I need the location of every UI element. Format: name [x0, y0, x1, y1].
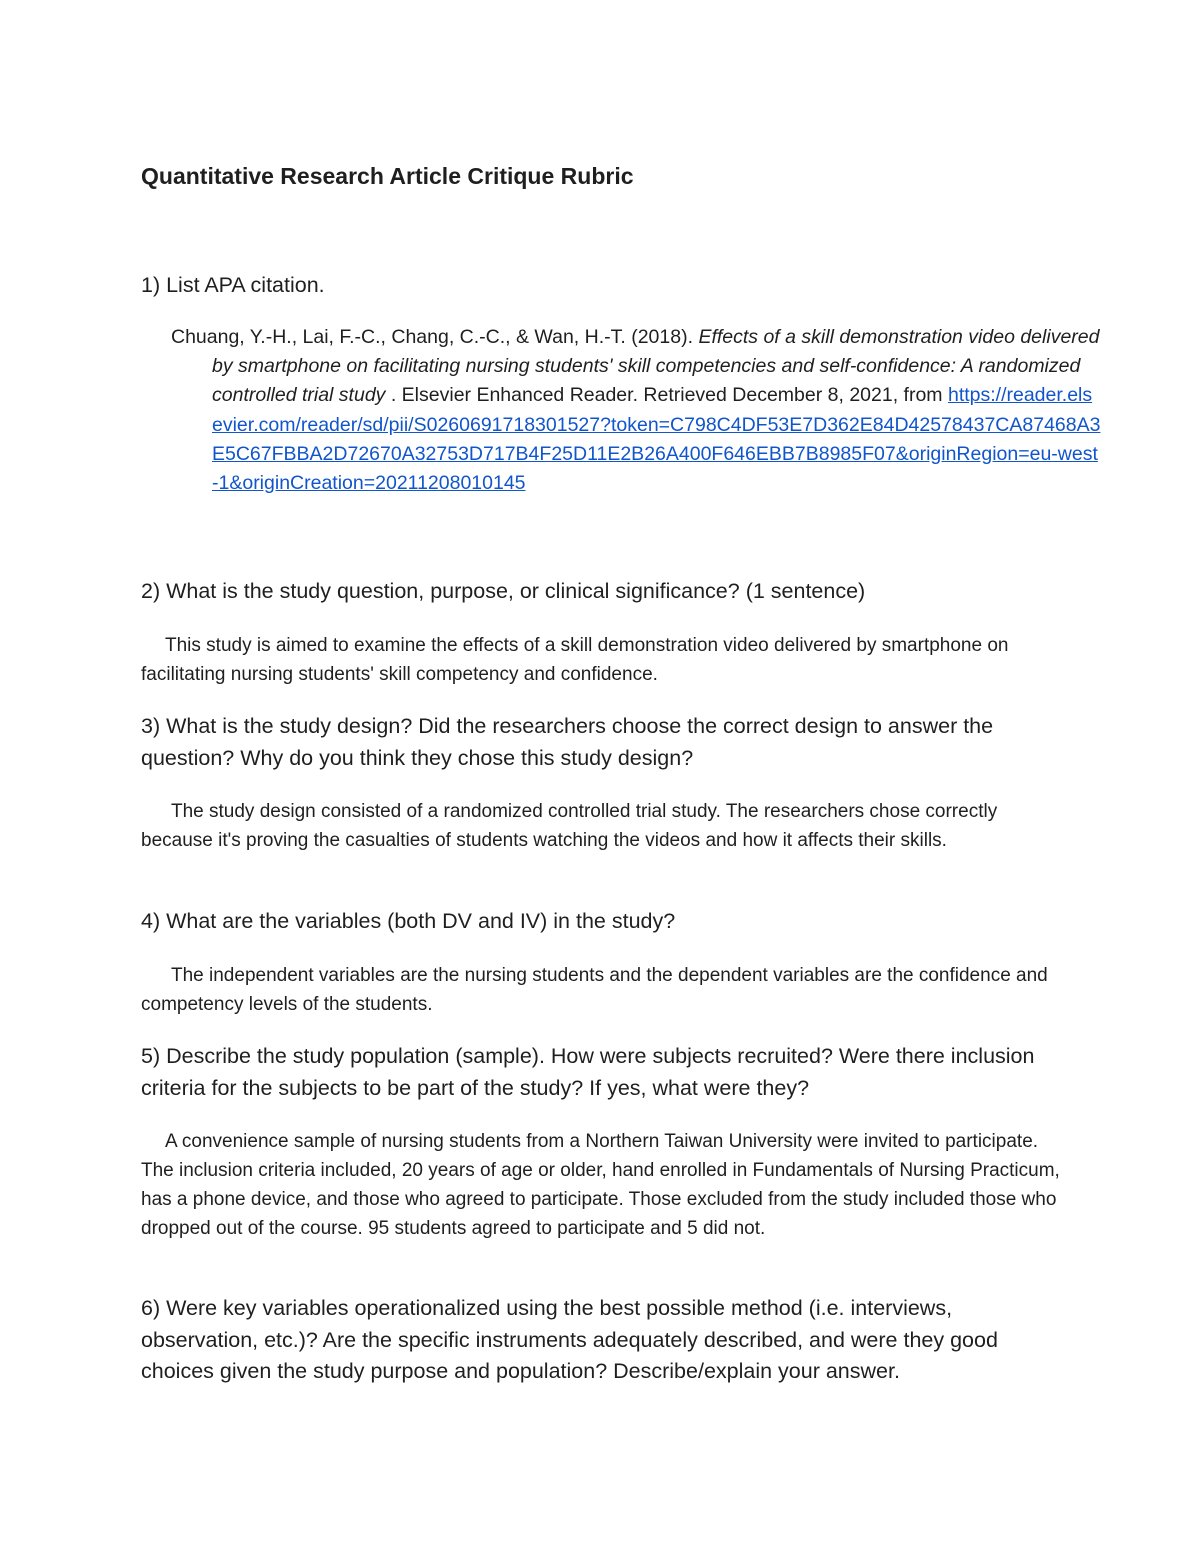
question-2: 2) What is the study question, purpose, or clinical significance? (1 sentence)	[141, 579, 866, 603]
question-4: 4) What are the variables (both DV and IV) in the study?	[141, 909, 676, 933]
apa-citation	[171, 323, 1102, 498]
citation-article-title: Effects of a skill demonstration video delivered by smartphone on facilitating nursing students' skill competencies and self-confidence: A randomized controlled trial study	[212, 326, 1100, 407]
question-3: 3) What is the study design? Did the researchers choose the correct design to answer the question? Why do you think they chose this study design?	[141, 714, 994, 770]
answer-5: A convenience sample of nursing students from a Northern Taiwan University were invited to participate. The inclusion criteria included, 20 years of age or older, hand enrolled in Fundamentals of Nursing Practicum, has a phone device, and those who agreed to participate. Those excluded from the study included those who dropped out of the course. 95 students agreed to participate and 5 did not.	[141, 1131, 1060, 1239]
question-6: 6) Were key variables operationalized using the best possible method (i.e. interviews, observation, etc.)? Are the specific instruments adequately described, and were they good choices given the study purpose and population? Describe/explain your answer.	[141, 1296, 998, 1383]
question-5: 5) Describe the study population (sample). How were subjects recruited? Were there inclusion criteria for the subjects to be part of the study? If yes, what were they?	[141, 1044, 1035, 1100]
citation-source: . Elsevier Enhanced Reader. Retrieved December 8, 2021, from	[385, 384, 948, 407]
answer-4: The independent variables are the nursing students and the dependent variables are the confidence and competency levels of the students.	[141, 965, 1048, 1015]
answer-3: The study design consisted of a randomized controlled trial study. The researchers chose correctly because it's proving the casualties of students watching the videos and how it affects their skills.	[141, 801, 998, 851]
citation-authors: Chuang, Y.-H., Lai, F.-C., Chang, C.-C., & Wan, H.-T. (2018).	[171, 326, 699, 348]
question-1: 1) List APA citation.	[141, 273, 325, 297]
citation-url-link[interactable]: https://reader.elsevier.com/reader/sd/pii/S0260691718301527?token=C798C4DF53E7D362E84D42578437CA87468A3E5C67FBBA2D72670A32753D717B4F25D11E2B26A400F646EBB7B8985F07&originRegion=eu-west-1&originCreation=20211208010145	[212, 384, 1101, 495]
answer-2: This study is aimed to examine the effects of a skill demonstration video delivered by smartphone on facilitating nursing students' skill competency and confidence.	[141, 635, 1009, 685]
document-title: Quantitative Research Article Critique Rubric	[141, 163, 634, 189]
